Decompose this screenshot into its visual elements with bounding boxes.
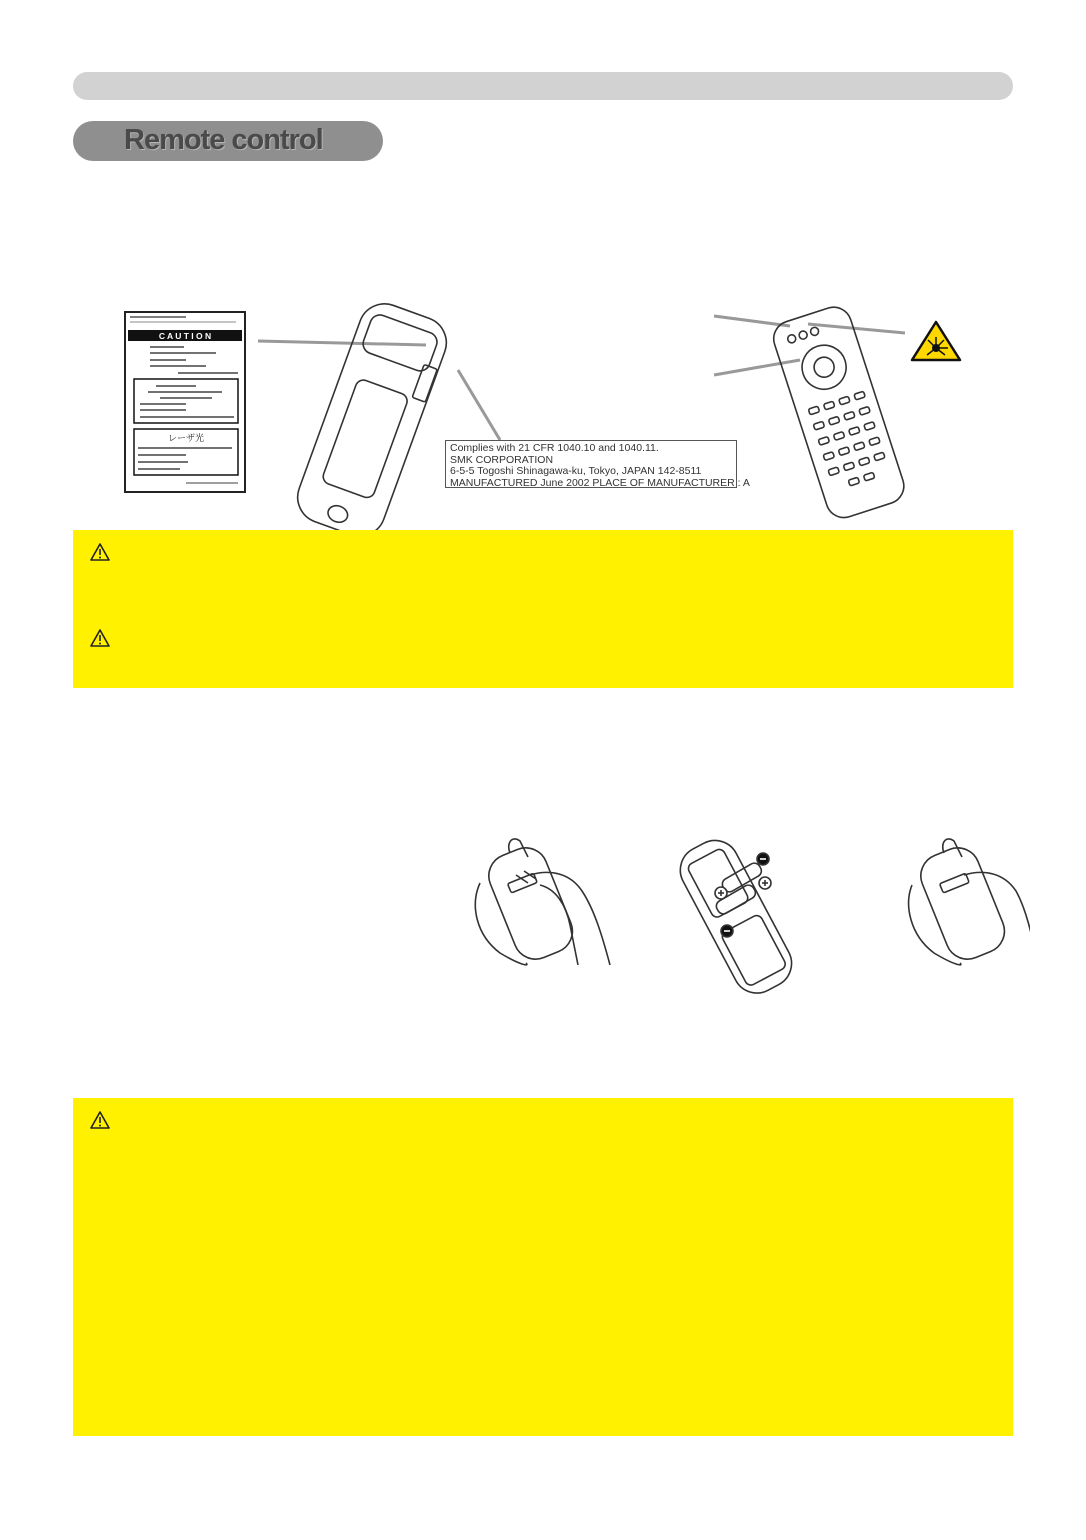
battery-installation-illustrations	[470, 835, 1030, 1005]
compliance-line: MANUFACTURED June 2002 PLACE OF MANUFACTURER : A	[450, 476, 750, 489]
remote-back-illustration	[290, 297, 453, 530]
battery-step-1-illustration	[475, 839, 610, 966]
warning-box-laser	[73, 530, 1013, 688]
warning-triangle-icon	[89, 628, 111, 648]
section-title: Remote control	[124, 124, 323, 156]
compliance-label	[445, 440, 750, 489]
caution-label-heading: C A U T I O N	[158, 331, 212, 341]
compliance-line: 6-5-5 Togoshi Shinagawa-ku, Tokyo, JAPAN 142-8511	[450, 465, 702, 477]
compliance-line: SMK CORPORATION	[450, 453, 554, 466]
laser-warning-icon	[912, 322, 960, 360]
compliance-line: Complies with 21 CFR 1040.10 and 1040.11.	[450, 442, 659, 454]
remote-front-illustration	[769, 303, 908, 523]
battery-step-2-illustration	[672, 835, 800, 1001]
battery-step-3-illustration	[909, 839, 1030, 966]
caution-label-jp-heading: レーザ光	[167, 434, 205, 444]
warning-box-batteries	[73, 1098, 1013, 1436]
warning-triangle-icon	[89, 1110, 111, 1130]
warning-triangle-icon	[89, 542, 111, 562]
